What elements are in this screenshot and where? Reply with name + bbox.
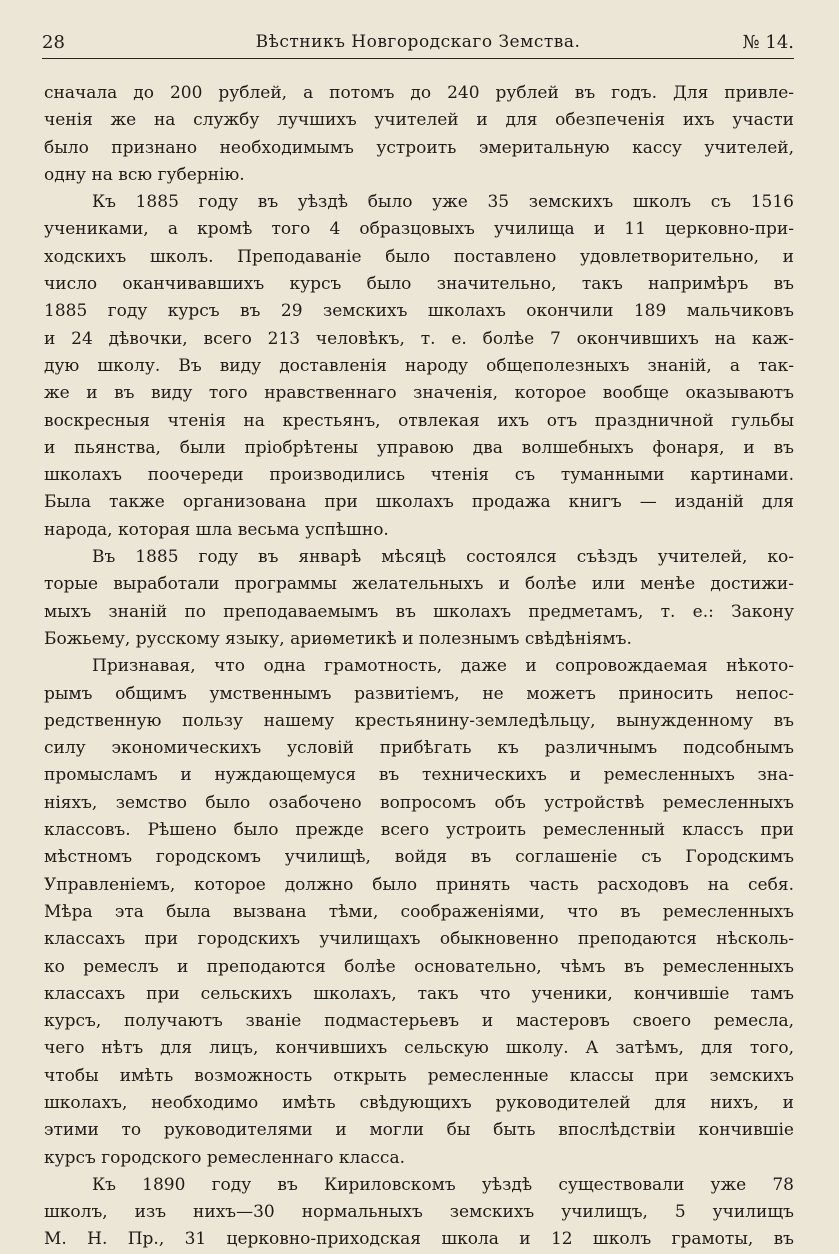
text-line: Управленіемъ, которое должно было принять часть расходовъ на себя. [44, 874, 794, 895]
journal-title: Вѣстникъ Новгородскаго Земства. [255, 32, 581, 52]
text-line: курсъ городского ремесленнаго класса. [44, 1147, 405, 1168]
text-line: же и въ виду того нравственнаго значенія, которое вообще оказываютъ [44, 383, 794, 404]
text-line: народа, которая шла весьма успѣшно. [44, 519, 389, 540]
text-line: рымъ общимъ умственнымъ развитіемъ, не можетъ приносить непос- [44, 683, 794, 704]
text-line: дую школу. Въ виду доставленія народу общеполезныхъ знаній, а так- [44, 355, 794, 376]
text-line: классовъ. Рѣшено было прежде всего устроить ремесленный классъ при [44, 820, 794, 841]
text-line: силу экономическихъ условій прибѣгать къ различнымъ подсобнымъ [44, 738, 794, 759]
text-line: воскресныя чтенія на крестьянъ, отвлекая ихъ отъ праздничной гульбы [44, 410, 794, 431]
text-line: 1885 году курсъ въ 29 земскихъ школахъ окончили 189 мальчиковъ [44, 301, 794, 322]
text-line: Мѣра эта была вызвана тѣми, соображеніями, что въ ремесленныхъ [44, 901, 794, 922]
text-line: чтобы имѣть возможность открыть ремесленные классы при земскихъ [44, 1065, 794, 1086]
text-line: было признано необходимымъ устроить эмеритальную кассу учителей, [44, 137, 794, 158]
body-text [44, 80, 794, 1254]
text-line: ніяхъ, земство было озабочено вопросомъ объ устройствѣ ремесленныхъ [44, 792, 794, 813]
text-line: одну на всю губернію. [44, 164, 245, 185]
text-line: Была также организована при школахъ продажа книгъ — изданій для [44, 492, 794, 513]
text-line: школахъ поочереди производились чтенія съ туманными картинами. [44, 465, 794, 486]
text-line: чего нѣтъ для лицъ, кончившихъ сельскую школу. А затѣмъ, для того, [44, 1038, 794, 1059]
text-line: Въ 1885 году въ январѣ мѣсяцѣ состоялся съѣздъ учителей, ко- [92, 547, 794, 568]
text-line: школъ, изъ нихъ—30 нормальныхъ земскихъ училищъ, 5 училищъ [44, 1202, 794, 1223]
text-line: классахъ при сельскихъ школахъ, такъ что ученики, кончившіе тамъ [44, 983, 794, 1004]
text-line: Божьему, русскому языку, ариѳметикѣ и полезнымъ свѣдѣніямъ. [44, 628, 632, 649]
running-header [42, 30, 794, 60]
text-line: мѣстномъ городскомъ училищѣ, войдя въ соглашеніе съ Городскимъ [44, 847, 794, 868]
text-line: и 24 дѣвочки, всего 213 человѣкъ, т. е. болѣе 7 окончившихъ на каж- [44, 328, 794, 349]
issue-number: № 14. [742, 32, 794, 53]
text-line: Признавая, что одна грамотность, даже и сопровождаемая нѣкото- [92, 656, 794, 677]
text-line: Къ 1890 году въ Кириловскомъ уѣздѣ существовали уже 78 [92, 1174, 794, 1195]
text-line: Къ 1885 году въ уѣздѣ было уже 35 земскихъ школъ съ 1516 [92, 192, 794, 213]
text-line: курсъ, получаютъ званіе подмастерьевъ и мастеровъ своего ремесла, [44, 1011, 794, 1032]
text-line: ченія же на службу лучшихъ учителей и для обезпеченія ихъ участи [44, 110, 794, 131]
text-line: этими то руководителями и могли бы быть впослѣдствіи кончившіе [44, 1120, 794, 1141]
text-line: ко ремеслъ и преподаются болѣе основательно, чѣмъ въ ремесленныхъ [44, 956, 794, 977]
text-line: торые выработали программы желательныхъ и болѣе или менѣе достижи- [44, 574, 794, 595]
text-line: ходскихъ школъ. Преподаваніе было поставлено удовлетворительно, и [44, 246, 794, 267]
text-line: классахъ при городскихъ училищахъ обыкновенно преподаются нѣсколь- [44, 929, 794, 950]
text-line: сначала до 200 рублей, а потомъ до 240 рублей въ годъ. Для привле- [44, 83, 794, 103]
text-line: мыхъ знаній по преподаваемымъ въ школахъ предметамъ, т. е.: Закону [44, 601, 794, 622]
text-line: школахъ, необходимо имѣть свѣдующихъ руководителей для нихъ, и [44, 1092, 794, 1113]
text-line: редственную пользу нашему крестьянину-земледѣльцу, вынужденному въ [44, 710, 794, 731]
text-line: М. Н. Пр., 31 церковно-приходская школа и 12 школъ грамоты, въ [44, 1229, 794, 1250]
text-line: промысламъ и нуждающемуся въ техническихъ и ремесленныхъ зна- [44, 765, 794, 786]
text-line: и пьянства, были пріобрѣтены управою два волшебныхъ фонаря, и въ [44, 437, 794, 458]
page-number: 28 [42, 32, 65, 53]
text-line: число оканчивавшихъ курсъ было значительно, такъ напримѣръ въ [44, 274, 794, 295]
text-line: учениками, а кромѣ того 4 образцовыхъ училища и 11 церковно-при- [44, 219, 794, 240]
header-rule [42, 58, 794, 59]
